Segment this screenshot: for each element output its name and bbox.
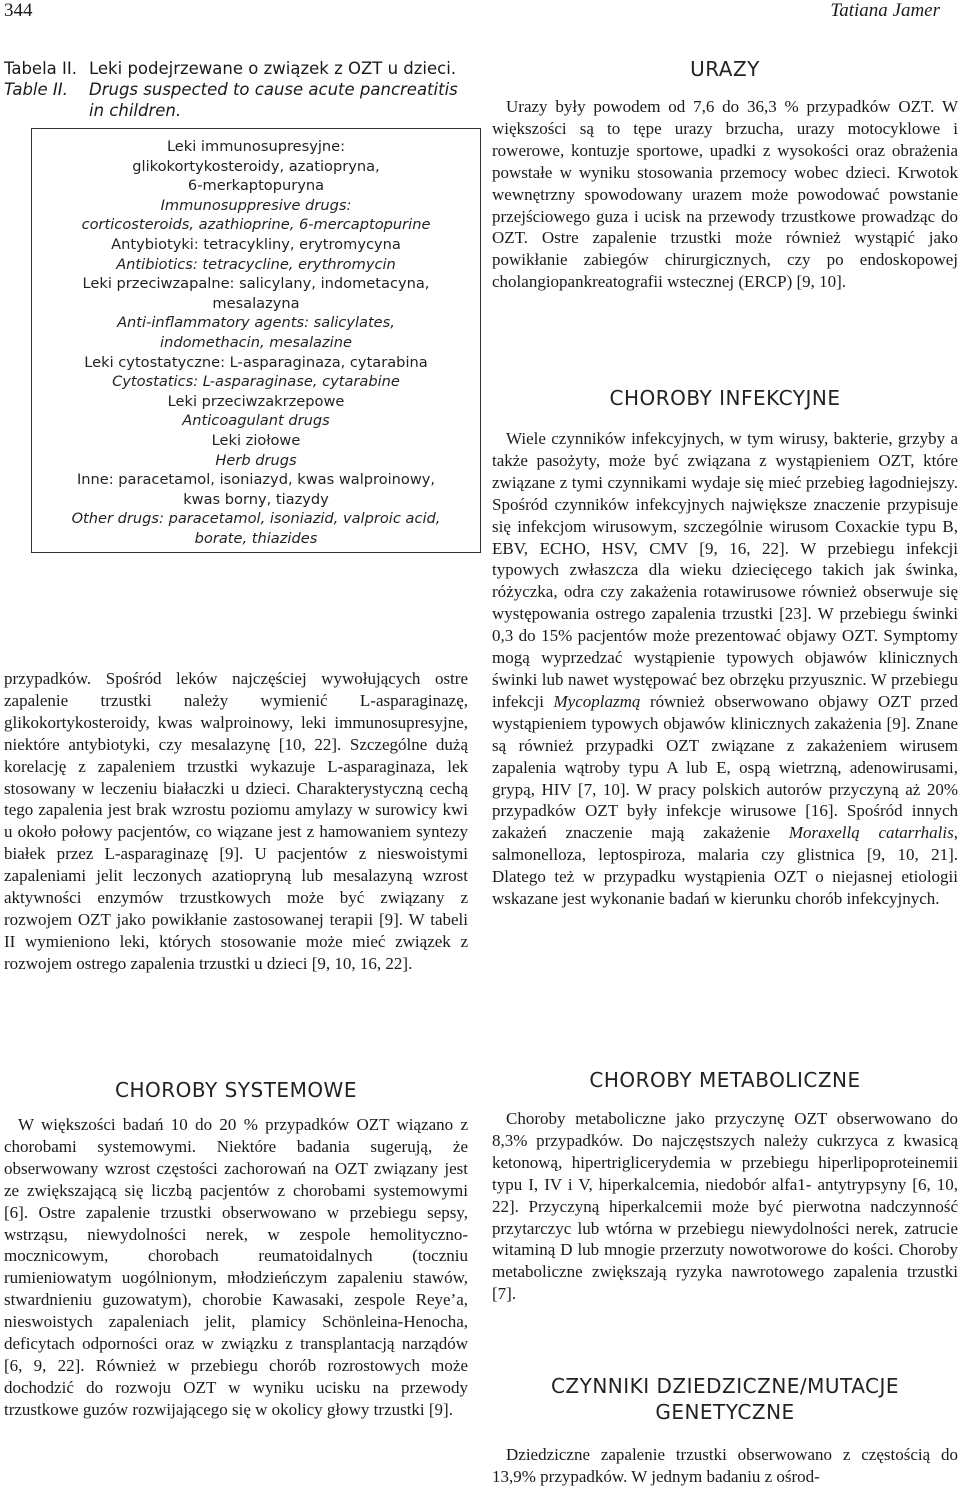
table-line: Anti-inflammatory agents: salicylates, <box>117 314 395 332</box>
infekcyjne-italic-mycoplazma: Mycoplazmą <box>553 691 641 711</box>
table-line: mesalazyna <box>212 294 300 312</box>
paragraph-urazy: Urazy były powodem od 7,6 do 36,3 % przypadków OZT. W większości są to tępe urazy brzucha, urazy motocyklowe i rowerowe, kontuzje sportowe, upadki z wysokości oraz obrażenia powstałe w wyniku stosowania przemocy wobec dzieci. Krwotok wewnętrzny spowodowany urazem może powodować powstanie przejściowego guza i ucisk na przewody trzustkowe prowadząc do OZT. Ostre zapalenie trzustki może również wystąpić jako powikłanie zabiegów chirurgicznych, czy po endoskopowej cholangiopankreatografii wstecznej (ERCP) [9, 10]. <box>492 97 958 292</box>
paragraph-systemowe: W większości badań 10 do 20 % przypadków OZT wiązano z chorobami systemowymi. Niektóre badania sugerują, że obserwowany wzrost częstości zachorowań na OZT związany jest ze zwiększającą się liczbą pacjentów z chorobami systemowymi [6]. Ostre zapalenie trzustki obserwowano w przebiegu sepsy, wstrząsu, niewydolności nerek, w zespole hemolityczno-mocznicowym, chorobach reumatoidalnych (toczniu rumieniowatym uogólnionym, młodzieńczym zapaleniu stawów, stwardnieniu guzowatym), chorobie Kawasaki, zespole Reye’a, nieswoistych zapaleniach jelit, plamicy Schönleina-Henocha, deficytach odporności oraz w związku z transplantacją narządów [6, 9, 22]. Również w przebiegu chorób rozrostowych może dochodzić do rozwoju OZT w wyniku ucisku na przewody trzustkowe guzów rozwijającego się w okolicy głowy trzustki [9]. <box>4 1115 468 1419</box>
table-line: kwas borny, tiazydy <box>183 490 329 508</box>
table-line: Leki immunosupresyjne: <box>166 138 346 155</box>
heading-choroby-metaboliczne: CHOROBY METABOLICZNE <box>589 1068 861 1092</box>
section-urazy <box>492 96 958 293</box>
table-line: Antybiotyki: tetracykliny, erytromycyna <box>111 235 401 253</box>
table-line: Leki przeciwzapalne: salicylany, indometacyna, <box>82 275 430 293</box>
caption-english <box>4 79 474 121</box>
table-line: Herb drugs <box>215 451 297 469</box>
heading-choroby-infekcyjne: CHOROBY INFEKCYJNE <box>609 386 841 410</box>
section-czynniki-dziedziczne <box>492 1444 958 1488</box>
infekcyjne-text-1: Wiele czynników infekcyjnych, w tym wirusy, bakterie, grzyby a także pasożyty, może być związana z wystąpieniem OZT, które związane z tymi czynnikami wydaje się mieć przebieg łagodniejszy. Spośród czynników infekcyjnych największe znaczenie przypisuje się infekcjom wirusowym, szczególnie wirusom Coxackie typu B, EBV, ECHO, HSV, CMV [9, 16, 22]. W przebiegu infekcji typowych zwłaszcza dla wieku dziecięcego takich jak świnka, różyczka, odra czy zakażenia rotawirusowe również obserwuje się występowania ostrego zapalenia trzustki [23]. W przebiegu świnki 0,3 do 15% pacjentów może prezentować objawy OZT. Symptomy mogą wyprzedzać wystąpienie typowych objawów klinicznych świnki lub nawet występować bez obrzęku przyusznic. W przebiegu infekcji <box>492 429 958 711</box>
table-line: Inne: paracetamol, isoniazyd, kwas walproinowy, <box>76 471 436 489</box>
running-head-author: Tatiana Jamer <box>830 0 940 21</box>
section-choroby-infekcyjne <box>492 428 958 910</box>
table-line: Anticoagulant drugs <box>182 412 330 430</box>
table-line: glikokortykosteroidy, azatiopryna, <box>132 157 380 175</box>
table-line: Leki cytostatyczne: L-asparaginaza, cytarabina <box>84 353 428 371</box>
section-choroby-metaboliczne <box>492 1108 958 1305</box>
table-line: Leki ziołowe <box>211 431 301 449</box>
table-line: Leki przeciwzakrzepowe <box>167 392 345 410</box>
caption-text-en: Drugs suspected to cause acute pancreatitis in children. <box>89 80 458 120</box>
heading-czynniki-dziedziczne: CZYNNIKI DZIEDZICZNE/MUTACJE GENETYCZNE <box>550 1374 900 1424</box>
table-line: corticosteroids, azathioprine, 6-mercaptopurine <box>81 216 431 234</box>
caption-label-en: Table II. <box>4 80 68 99</box>
table-caption <box>4 58 474 121</box>
paragraph-drugs: przypadków. Spośród leków najczęściej wywołujących ostre zapalenie trzustki należy wymienić L-asparaginazę, glikokortykosteroidy, kwas walproinowy, leki immunosupresyjne, niektóre antybiotyki, czy mesalazynę [10, 22]. Szczególne dużą korelację z zapaleniem trzustki wykazuje L-asparaginaza, lek stosowany w leczeniu białaczki u dzieci. Charakterystyczną cechą tego zapalenia jest brak wzrostu poziomu amylazy w surowicy kwi u około połowy pacjentów, co wiązane jest z hamowaniem syntezy białek przez L-asparaginazę [9]. U pacjentów z nieswoistymi zapaleniami jelit leczonych azatiopryną lub mesalazyną wzrost aktywności enzymów trzustkowych może być związany z rozwojem OZT jako powikłanie zastosowanej terapii [9]. W tabeli II wymieniono leki, których stosowanie może mieć związek z rozwojem ostrego zapalenia trzustki u dzieci [9, 10, 16, 22]. <box>4 669 468 973</box>
table-line: Antibiotics: tetracycline, erythromycin <box>116 255 396 273</box>
table-line: Other drugs: paracetamol, isoniazid, valproic acid, <box>71 510 441 528</box>
heading-urazy: URAZY <box>690 57 760 81</box>
caption-label-pl: Tabela II. <box>4 59 78 78</box>
section-choroby-systemowe <box>4 1114 468 1421</box>
table-line: Cytostatics: L-asparaginase, cytarabine <box>112 373 400 391</box>
left-column-continuation <box>4 668 468 975</box>
table-line: borate, thiazides <box>194 529 318 547</box>
table-line: indomethacin, mesalazine <box>160 333 352 351</box>
infekcyjne-italic-moraxella: Moraxellą catarrhalis <box>788 823 954 843</box>
page-number: 344 <box>4 0 33 21</box>
caption-text-pl: Leki podejrzewane o związek z OZT u dzieci. <box>89 59 457 78</box>
caption-polish <box>4 58 474 79</box>
heading-choroby-systemowe: CHOROBY SYSTEMOWE <box>115 1078 357 1102</box>
table-line: 6-merkaptopuryna <box>187 177 325 195</box>
infekcyjne-text-2: również obserwowano objawy OZT przed wystąpieniem typowych objawów klinicznych zakażenia [9]. Znane są również przypadki OZT związane z zakażeniem wirusem zapalenia wątroby typu A lub E, ospą wietrzną, adenowirusami, grypą, HIV [7, 10]. W pracy polskich autorów przyczyną aż 20% przypadków OZT były infekcje wirusowe [16]. Spośród innych zakażeń znaczenie mają zakażenie <box>492 691 959 843</box>
table-line: Immunosuppresive drugs: <box>160 196 352 214</box>
paragraph-infekcyjne <box>492 428 958 910</box>
infekcyjne-text-3: , salmonelloza, leptospiroza, malaria czy glistnica [9, 10, 21]. Dlatego też w przypadku wystąpienia OZT o niejasnej etiologii wskazane jest wykonanie badań w kierunku chorób infekcyjnych. <box>492 823 958 909</box>
drug-table <box>31 128 481 553</box>
paragraph-metaboliczne: Choroby metaboliczne jako przyczynę OZT obserwowano do 8,3% przypadków. Do najczęstszych należy cukrzyca z kwasicą ketonową, hipertriglicerydemia w przebiegu hiperlipoproteinemii typu I, IV i V, hiperkalcemia, niedobór alfa1- antytrypsyny [6, 10, 22]. Przyczyną hiperkalcemii może być pierwotna nadczynność przytarczyc lub wtórna w przebiegu niewydolności nerek, zatrucie witaminą D lub mnogie przerzuty nowotworowe do kości. Choroby metaboliczne zwiększają ryzyka nawrotowego zapalenia trzustki [7]. <box>492 1109 958 1304</box>
paragraph-genetyczne: Dziedziczne zapalenie trzustki obserwowano z częstością do 13,9% przypadków. W jednym badaniu z ośrod- <box>492 1445 958 1486</box>
